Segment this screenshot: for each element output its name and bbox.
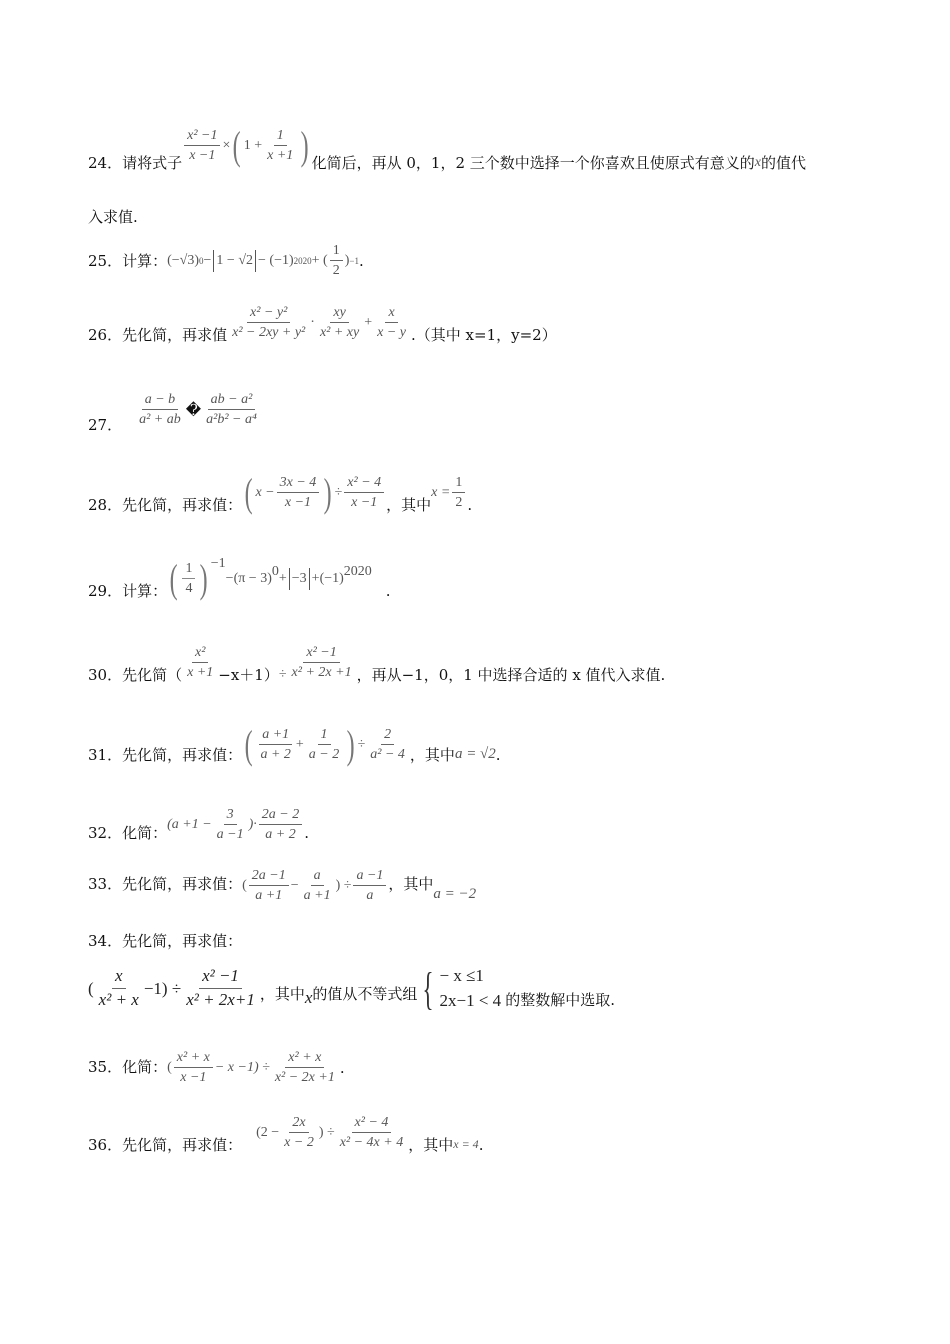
problem-27	[88, 384, 262, 435]
math-term: 27．	[88, 416, 123, 434]
math-term: 先化简，再求值：	[122, 875, 243, 894]
math-term: ÷	[278, 666, 287, 682]
math-symbol: (	[169, 555, 178, 601]
math-term: x −1	[180, 1070, 207, 1086]
math-term: 25．	[88, 252, 123, 271]
fraction	[277, 475, 320, 511]
math-term: x =	[431, 484, 451, 500]
math-term: −	[203, 252, 212, 268]
math-term: a²b² − a⁴	[206, 412, 257, 427]
fraction	[184, 645, 216, 681]
math-term: + (	[311, 252, 328, 268]
problem-31	[88, 721, 501, 767]
math-symbol: {	[422, 962, 434, 1014]
math-term: 先化简，再求值：	[122, 932, 243, 950]
math-term: −(π − 3)	[225, 570, 272, 586]
math-term: 2	[381, 727, 394, 745]
math-term: +	[278, 570, 287, 586]
fraction	[257, 727, 293, 763]
math-term: 34．	[88, 932, 123, 950]
math-term: 先化简，再求值	[122, 326, 228, 344]
math-term: x² − 4	[352, 1115, 392, 1133]
fraction	[306, 727, 342, 763]
math-term: 先化简，再求值：	[122, 746, 243, 764]
math-term: 化简：	[122, 824, 168, 842]
math-term: 计算：	[122, 582, 168, 600]
math-symbol	[289, 568, 290, 590]
math-term: 26．	[88, 326, 123, 344]
math-term: 1	[452, 475, 465, 493]
fraction	[214, 807, 247, 843]
math-term: 1	[182, 561, 195, 579]
math-term: 先化简，再求值：	[122, 496, 243, 514]
math-term: 28．	[88, 496, 123, 514]
math-term: a² − 4	[370, 747, 405, 762]
math-symbol	[213, 250, 214, 272]
fraction	[289, 645, 355, 681]
math-term: a	[311, 868, 324, 886]
math-term: x +1	[187, 665, 214, 680]
math-term: a = −2	[433, 886, 477, 903]
math-term: ) ÷	[318, 1124, 335, 1140]
math-term: (	[242, 877, 247, 893]
problem-text: 化简后，再从 0，1，2 三个数中选择一个你喜欢且使原式有意义的	[311, 154, 755, 172]
math-term: .	[358, 251, 364, 270]
math-term: − x ≤1	[439, 966, 484, 985]
math-term: x² −1	[184, 128, 220, 146]
math-term: 31．	[88, 746, 123, 764]
math-term: 的值代	[761, 154, 807, 172]
math-term: a	[366, 888, 374, 904]
math-term: x² − 2x +1	[274, 1070, 335, 1086]
math-expression	[167, 243, 359, 279]
math-symbol	[255, 250, 256, 272]
fraction	[344, 475, 384, 511]
math-term: 33．	[88, 875, 123, 894]
math-term: ，再从−1，0，1 中选择合适的 x 值代入求值.	[356, 666, 666, 684]
fraction	[374, 305, 409, 341]
fraction	[330, 243, 343, 279]
problem-35	[88, 1050, 345, 1086]
paren-open: (	[233, 122, 242, 168]
math-term: a + 2	[260, 747, 291, 762]
problem-34-expression	[88, 964, 615, 1013]
math-term: ÷	[357, 736, 366, 752]
math-term: a −1	[216, 827, 244, 842]
math-term: 2x−1 < 4	[439, 990, 502, 1010]
math-term: − (−1)	[258, 252, 294, 268]
problem-24	[88, 118, 806, 173]
math-term: x² + xy	[319, 325, 360, 340]
math-term: −x＋1）	[218, 666, 279, 684]
math-term: 1 +	[243, 137, 263, 153]
math-term: 2020	[343, 564, 372, 579]
problem-number: 24．	[88, 154, 123, 172]
math-term: 先化简，再求值：	[122, 1136, 243, 1154]
fraction	[317, 305, 362, 341]
fraction	[136, 392, 184, 428]
math-term: .	[467, 495, 473, 514]
math-term: a −1	[353, 868, 386, 886]
math-term: −1) ÷	[143, 978, 182, 998]
math-term: a + 2	[265, 827, 296, 842]
math-term: x² −1	[303, 645, 339, 663]
problem-26	[88, 300, 557, 345]
math-term: 32．	[88, 824, 123, 842]
math-term: a² + ab	[139, 412, 181, 427]
math-term: ab − a²	[208, 392, 256, 410]
math-term: 2x	[289, 1115, 308, 1133]
math-term: x −	[255, 484, 275, 500]
math-term: x = 4	[453, 1137, 479, 1151]
math-term: 1 − √2	[216, 252, 254, 268]
math-term: 30．	[88, 666, 123, 684]
math-term: 2a − 2	[259, 807, 302, 825]
math-term: +	[364, 314, 373, 330]
math-term: 1	[330, 243, 343, 261]
math-term: ，其中	[409, 746, 455, 764]
problem-28	[88, 470, 472, 515]
math-term: − x −1) ÷	[214, 1059, 270, 1075]
math-term: (a +1 −	[167, 816, 212, 832]
math-term: ×	[222, 137, 231, 153]
math-term: 1	[318, 727, 331, 745]
fraction	[301, 868, 334, 904]
fraction	[452, 475, 465, 511]
math-term: (−√3)	[167, 252, 200, 268]
fraction	[272, 1050, 338, 1086]
problem-24-line2	[88, 206, 138, 227]
math-term: x	[112, 967, 126, 989]
math-term: ，其中	[388, 875, 434, 894]
math-term: x² + x	[98, 990, 139, 1010]
math-term: 29．	[88, 582, 123, 600]
math-term: (2 −	[256, 1124, 280, 1140]
math-symbol: (	[244, 469, 253, 515]
problem-34	[88, 930, 242, 951]
fraction	[184, 128, 220, 164]
math-term: 35．	[88, 1058, 123, 1077]
paren-close: )	[300, 122, 309, 168]
math-term: x² + x	[285, 1050, 324, 1068]
math-term: x − y	[377, 325, 407, 340]
math-term: x² −1	[199, 967, 242, 989]
fraction	[259, 807, 302, 843]
fraction	[229, 305, 308, 341]
math-term: )·	[248, 816, 257, 832]
fraction	[183, 967, 258, 1009]
math-term: x² + x	[174, 1050, 213, 1068]
fraction	[353, 868, 386, 904]
problem-33	[88, 868, 476, 904]
math-term: 3x − 4	[277, 475, 320, 493]
math-symbol: )	[346, 721, 355, 767]
math-term: 2	[455, 495, 463, 510]
math-term: x −1	[351, 495, 378, 510]
math-term: .（其中 x=1，y=2）	[411, 326, 557, 344]
math-term: 0	[199, 255, 204, 266]
math-term: xy	[330, 305, 348, 323]
math-term: a = √2	[454, 746, 496, 762]
math-term: a +1	[255, 888, 283, 904]
math-term: 先化简（	[122, 666, 183, 684]
math-symbol: )	[323, 469, 332, 515]
math-term: )	[344, 252, 350, 268]
math-term: ) ÷	[335, 877, 352, 893]
math-term: �	[185, 400, 202, 419]
math-term: x −1	[284, 495, 312, 510]
math-term: 2020	[293, 255, 312, 266]
math-term: .	[495, 745, 501, 764]
math-term: x² + 2x+1	[186, 990, 255, 1010]
math-term: (	[88, 978, 94, 998]
fraction	[249, 868, 289, 904]
math-term: x²	[192, 645, 208, 663]
math-term: 的值从不等式组	[312, 985, 418, 1004]
math-term: ，其中	[408, 1136, 454, 1154]
fraction	[337, 1115, 407, 1151]
math-term: (	[167, 1059, 172, 1075]
math-term: 的整数解中选取.	[505, 991, 615, 1010]
math-term: 2a −1	[249, 868, 289, 886]
math-term: −3	[291, 570, 307, 586]
math-symbol: (	[244, 721, 253, 767]
math-term: ，其中	[386, 496, 432, 514]
problem-32	[88, 806, 309, 843]
math-term: −1	[349, 255, 359, 266]
math-term: a +1	[303, 888, 331, 904]
math-term: 36．	[88, 1136, 123, 1154]
math-term: x² − y²	[247, 305, 290, 323]
math-term: 2	[332, 263, 340, 279]
math-term: 化简：	[122, 1058, 168, 1077]
math-term: .	[339, 1058, 345, 1077]
math-term: x	[304, 987, 313, 1007]
math-term: 4	[185, 581, 193, 596]
math-term: −1	[210, 556, 226, 571]
math-term: 0	[271, 564, 279, 579]
math-term: x² + 2x +1	[291, 665, 352, 680]
math-term: 计算：	[122, 252, 168, 271]
problem-29	[88, 556, 391, 601]
math-term: x² − 4x + 4	[339, 1135, 404, 1150]
math-term: a − 2	[308, 747, 340, 762]
math-term: ，其中	[259, 985, 305, 1004]
math-term: .	[385, 581, 391, 600]
math-term: x −1	[189, 148, 216, 163]
math-symbol	[309, 568, 310, 590]
math-term: x	[385, 305, 397, 323]
math-term: +	[295, 736, 304, 752]
fraction	[203, 392, 260, 428]
math-term: .	[304, 823, 310, 842]
problem-text: 请将式子	[122, 154, 183, 172]
math-term: x +1	[267, 148, 294, 163]
fraction	[182, 561, 195, 597]
fraction	[281, 1115, 317, 1151]
math-term: +(−1)	[311, 570, 344, 586]
math-term: 入求值.	[88, 208, 138, 226]
fraction	[367, 727, 408, 763]
math-term: −	[290, 877, 299, 893]
math-term: x − 2	[284, 1135, 314, 1150]
math-term: x	[754, 154, 761, 170]
problem-25	[88, 243, 364, 279]
fraction	[174, 1050, 213, 1086]
problem-36	[88, 1110, 483, 1155]
problem-30	[88, 640, 665, 685]
math-term: a +1	[259, 727, 292, 745]
math-term: a − b	[142, 392, 178, 410]
math-term: 3	[224, 807, 237, 825]
math-term: ÷	[334, 484, 343, 500]
fraction	[96, 967, 142, 1009]
fraction	[264, 128, 296, 164]
math-symbol: )	[200, 555, 209, 601]
math-term: 1	[274, 128, 287, 146]
math-term: ·	[310, 314, 315, 330]
math-term: x² − 4	[344, 475, 384, 493]
math-term: .	[478, 1135, 484, 1154]
math-term: x² − 2xy + y²	[232, 325, 306, 340]
